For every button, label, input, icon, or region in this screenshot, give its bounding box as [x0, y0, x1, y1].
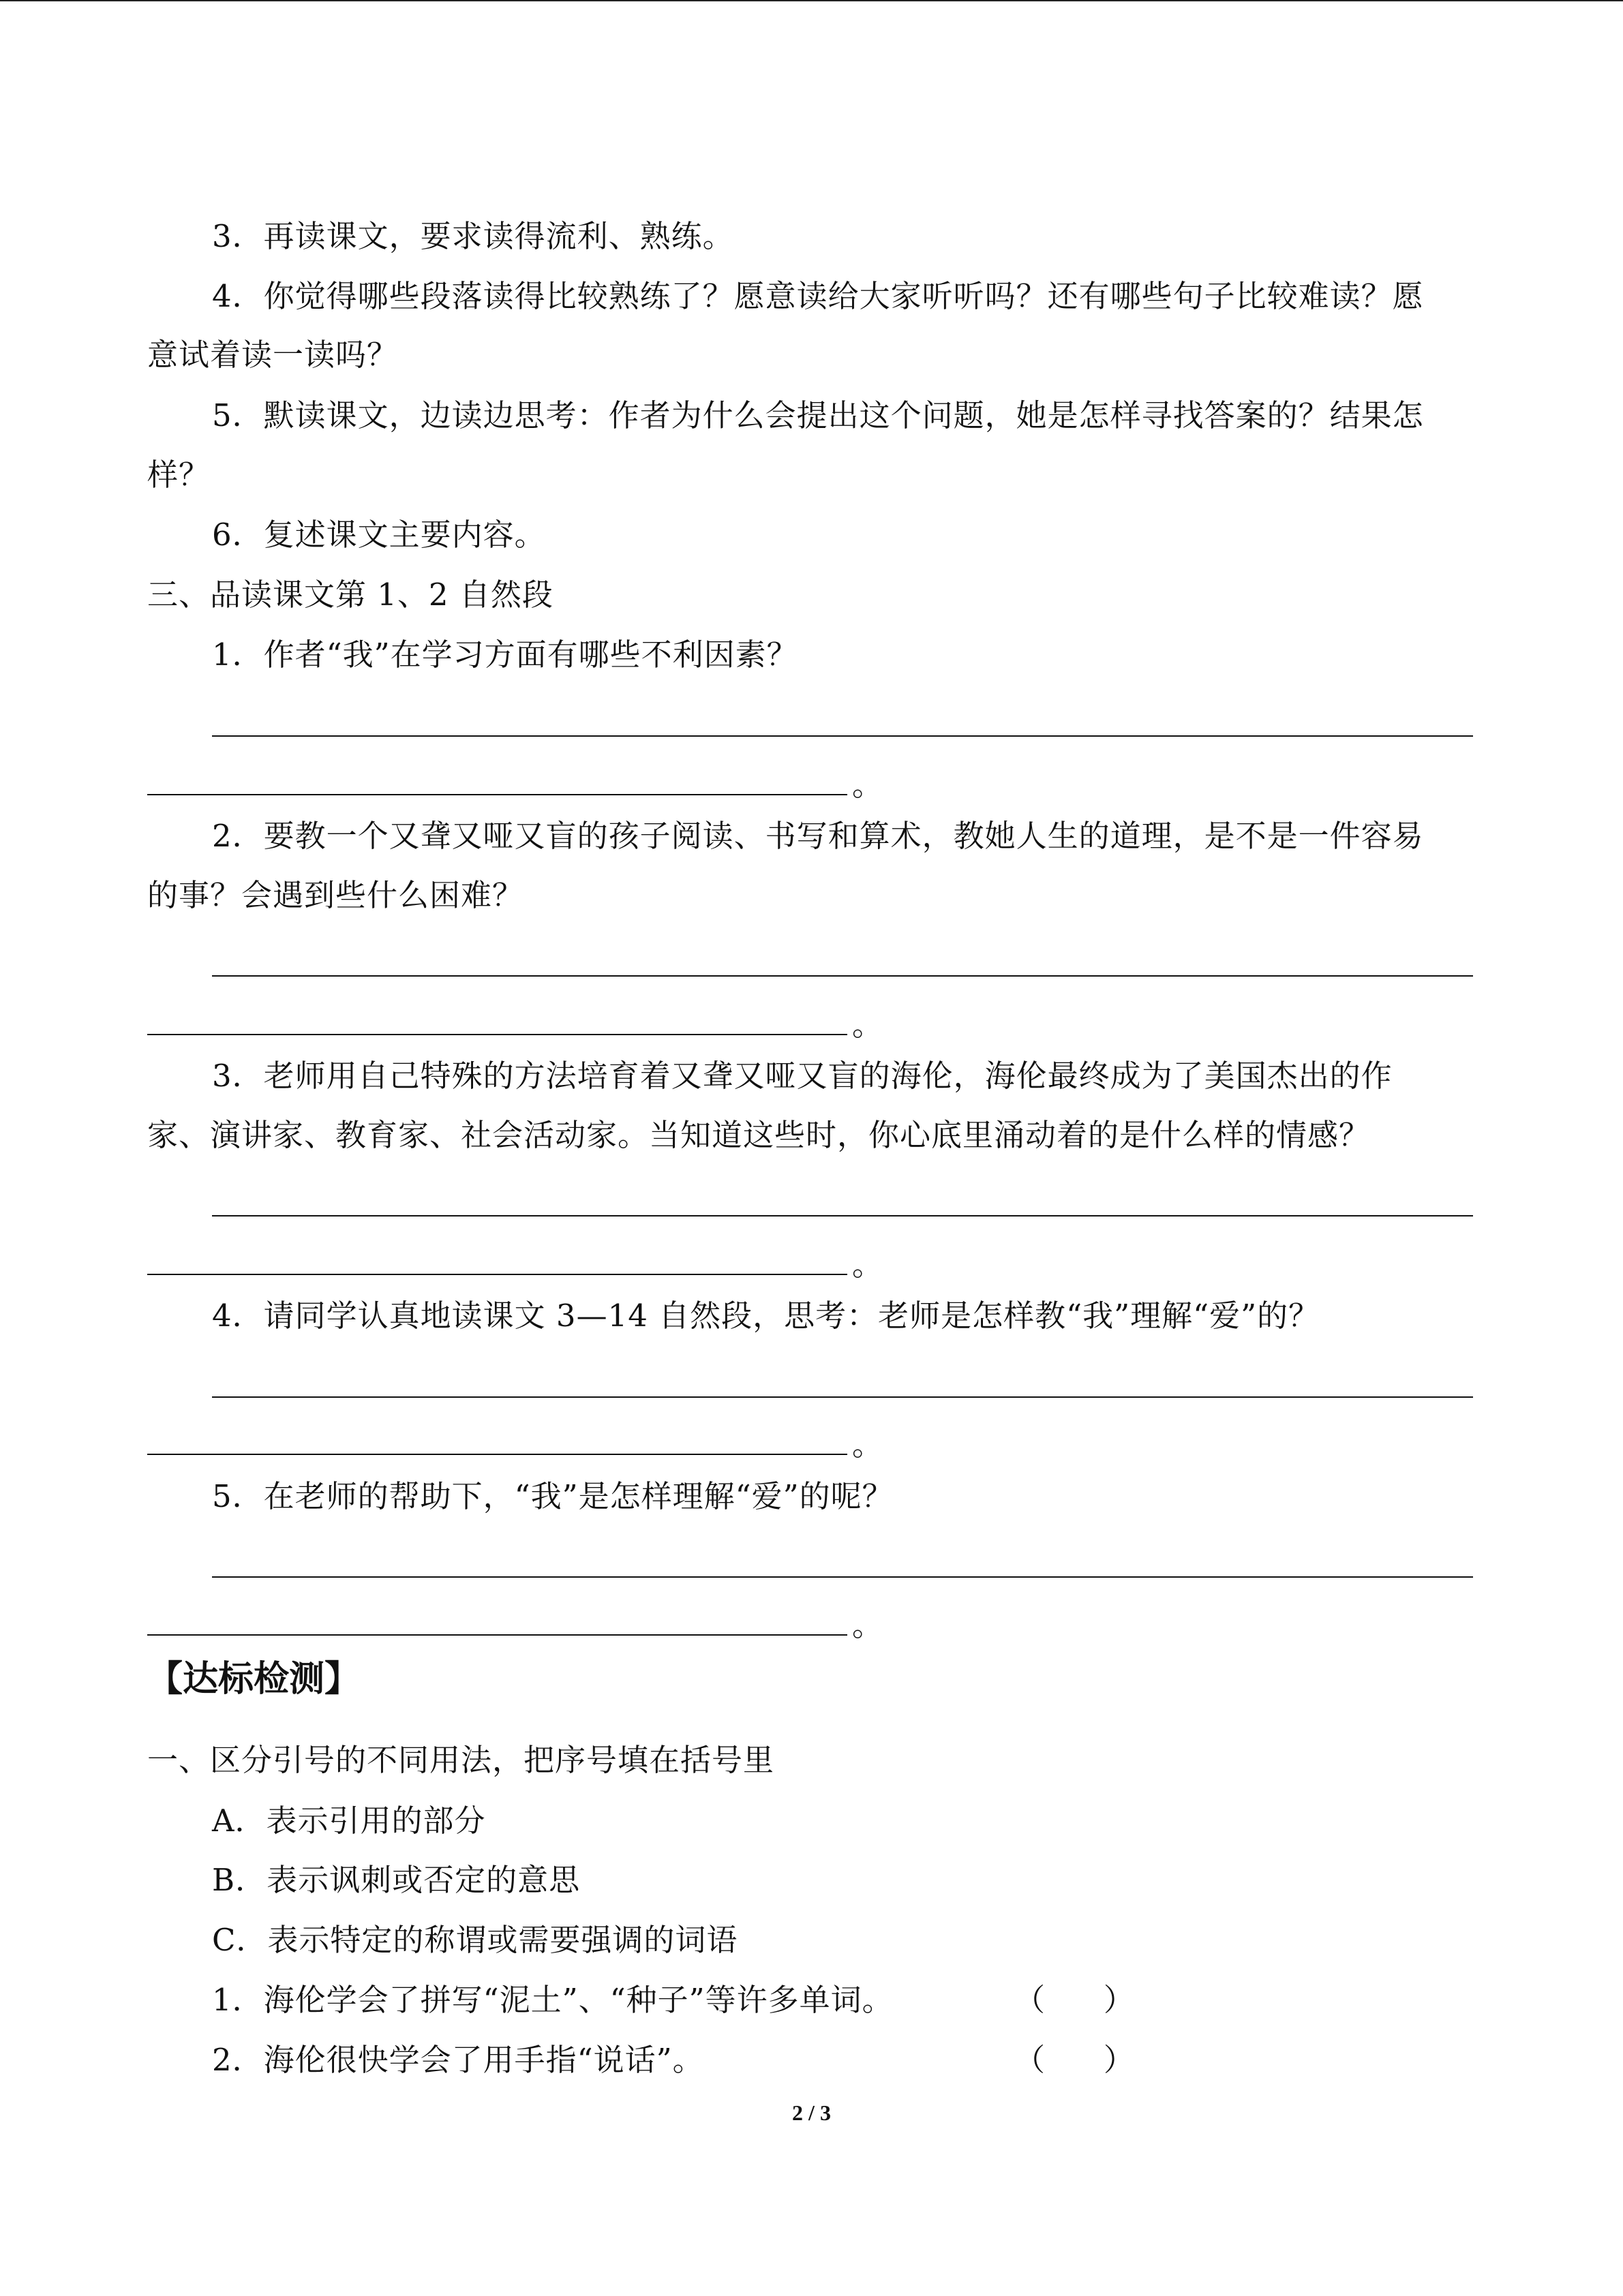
section-heading-3: 三、品读课文第 1、2 自然段 — [147, 577, 553, 613]
exercise-heading: 一、区分引号的不同用法，把序号填在括号里 — [147, 1742, 775, 1778]
answer-line[interactable] — [147, 1634, 847, 1636]
question-5: 5．在老师的帮助下，“我”是怎样理解“爱”的呢？ — [212, 1478, 894, 1514]
section-title: 【达标检测】 — [147, 1659, 361, 1700]
answer-line[interactable] — [147, 794, 847, 795]
answer-parentheses[interactable]: （ ） — [1014, 2042, 1134, 2078]
question-1: 1．作者“我”在学习方面有哪些不利因素？ — [212, 637, 798, 673]
period-mark: 。 — [852, 1426, 883, 1463]
answer-line[interactable] — [212, 1576, 1473, 1578]
period-mark: 。 — [852, 1007, 883, 1043]
text-line: 4．你觉得哪些段落读得比较熟练了？愿意读给大家听听吗？还有哪些句子比较难读？愿 — [212, 278, 1424, 314]
answer-line[interactable] — [212, 975, 1473, 977]
period-mark: 。 — [852, 767, 883, 803]
answer-parentheses[interactable]: （ ） — [1014, 1982, 1134, 2018]
option-c: C．表示特定的称谓或需要强调的词语 — [212, 1922, 738, 1958]
text-line: 意试着读一读吗？ — [147, 337, 399, 373]
answer-line[interactable] — [147, 1034, 847, 1035]
question-3-cont: 家、演讲家、教育家、社会活动家。当知道这些时，你心底里涌动着的是什么样的情感？ — [147, 1117, 1371, 1153]
question-4: 4．请同学认真地读课文 3—14 自然段，思考：老师是怎样教“我”理解“爱”的？ — [212, 1298, 1320, 1334]
question-3: 3．老师用自己特殊的方法培育着又聋又哑又盲的海伦，海伦最终成为了美国杰出的作 — [212, 1058, 1393, 1094]
answer-line[interactable] — [147, 1274, 847, 1275]
answer-line[interactable] — [212, 1215, 1473, 1216]
text-line: 样？ — [147, 457, 211, 493]
text-line: 6．复述课文主要内容。 — [212, 517, 546, 553]
period-mark: 。 — [852, 1607, 883, 1643]
answer-line[interactable] — [212, 1396, 1473, 1398]
question-2: 2．要教一个又聋又哑又盲的孩子阅读、书写和算术，教她人生的道理，是不是一件容易 — [212, 818, 1424, 854]
text-line: 5．默读课文，边读边思考：作者为什么会提出这个问题，她是怎样寻找答案的？结果怎 — [212, 397, 1424, 433]
exercise-item-1: 1．海伦学会了拼写“泥土”、“种子”等许多单词。 — [212, 1982, 894, 2018]
answer-line[interactable] — [212, 735, 1473, 737]
page-number: 2 / 3 — [792, 2100, 831, 2125]
text-line: 3．再读课文，要求读得流利、熟练。 — [212, 218, 734, 254]
question-2-cont: 的事？会遇到些什么困难？ — [147, 877, 524, 913]
period-mark: 。 — [852, 1246, 883, 1283]
answer-line[interactable] — [147, 1454, 847, 1455]
exercise-item-2: 2．海伦很快学会了用手指“说话”。 — [212, 2042, 704, 2078]
option-a: A．表示引用的部分 — [212, 1803, 486, 1839]
option-b: B．表示讽刺或否定的意思 — [212, 1862, 581, 1898]
